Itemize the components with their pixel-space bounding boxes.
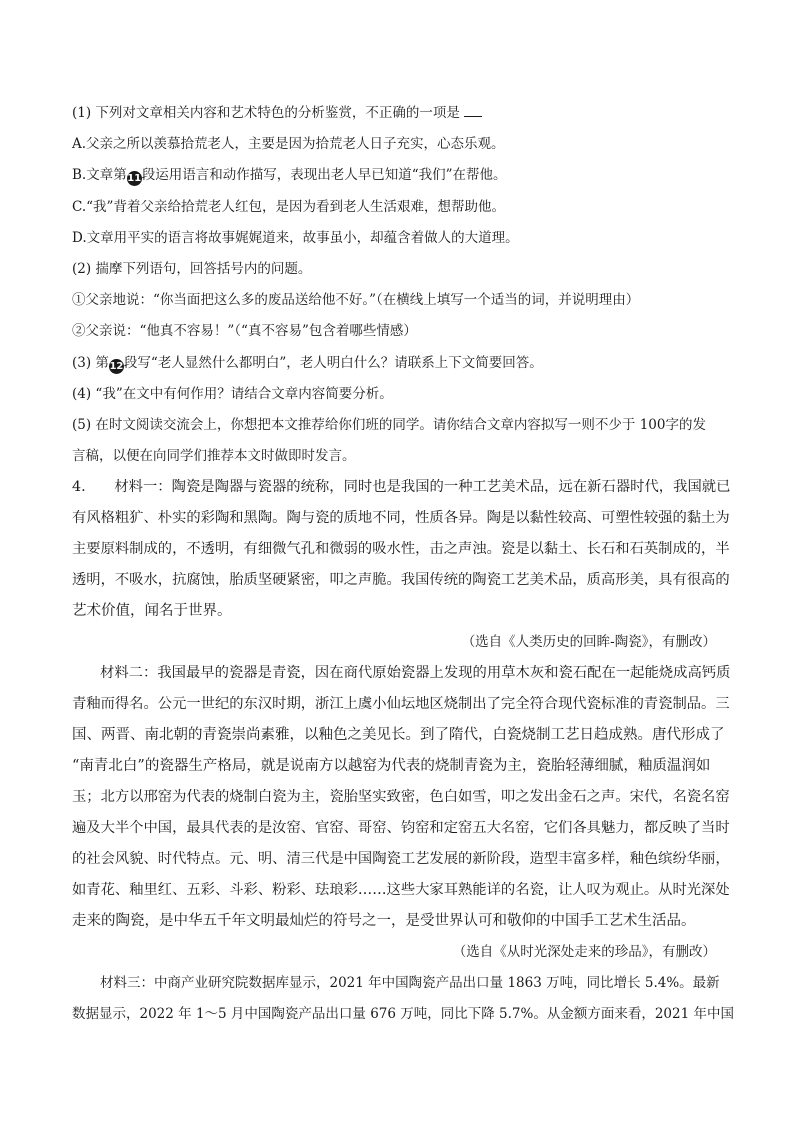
material2-line-5: 玉；北方以邢窑为代表的烧制白瓷为主，瓷胎坚实致密，色白如雪，叩之发出金石之声。宋代，名瓷名窑 [72, 789, 730, 805]
q1-option-d: D.文章用平实的语言将故事娓娓道来，故事虽小，却蕴含着做人的大道理。 [72, 230, 519, 246]
q1-stem [72, 103, 482, 123]
material2-line-4: “南青北白”的瓷器生产格局，就是说南方以越窑为代表的烧制青瓷为主，瓷胎轻薄细腻，釉质温润如 [72, 758, 711, 774]
material2-line-6: 遍及大半个中国，最具代表的是汝窑、官窑、哥窑、钧窑和定窑五大名窑，它们各具魅力，都反映了当时 [72, 820, 730, 836]
q5-line-2: 言稿，以便在向同学们推荐本文时做即时发言。 [72, 448, 356, 464]
q2-item-1: ①父亲地说：“你当面把这么多的废品送给他不好。”（在横线上填写一个适当的词，并说明理由） [72, 292, 640, 308]
material2-line-1: 材料二：我国最早的瓷器是青瓷，因在商代原始瓷器上发现的用草木灰和瓷石配在一起能烧成高钙质 [100, 665, 731, 681]
paragraph-number-badge: 11 [127, 173, 142, 184]
q1-stem-text: (1) 下列对文章相关内容和艺术特色的分析鉴赏，不正确的一项是 [72, 105, 460, 121]
q1-b-pre: B.文章第 [72, 167, 127, 183]
q2-item-2: ②父亲说：“他真不容易！”（“真不容易”包含着哪些情感） [72, 323, 417, 339]
material1-source: （选自《人类历史的回眸-陶瓷》，有删改） [461, 634, 716, 650]
material1-line-1: 4. 材料一：陶瓷是陶器与瓷器的统称，同时也是我国的一种工艺美术品，远在新石器时代，我国就已 [72, 479, 731, 495]
q3-stem [72, 353, 543, 374]
material2-line-3: 国、两晋、南北朝的青瓷崇尚素雅，以釉色之美见长。到了隋代，白瓷烧制工艺日趋成熟。唐代形成了 [72, 727, 725, 743]
q1-b-post: 段运用语言和动作描写，表现出老人早已知道“我们”在帮他。 [141, 167, 507, 183]
q3-pre: (3) 第 [72, 355, 109, 371]
material2-line-8: 如青花、釉里红、五彩、斗彩、粉彩、珐琅彩……这些大家耳熟能详的名瓷，让人叹为观止。从时光深处 [72, 882, 730, 898]
q4-stem: (4) “我”在文中有何作用？请结合文章内容简要分析。 [72, 386, 393, 402]
q2-stem: (2) 揣摩下列语句，回答括号内的问题。 [72, 261, 312, 277]
material2-line-2: 青釉而得名。公元一世纪的东汉时期，浙江上虞小仙坛地区烧制出了完全符合现代瓷标准的青瓷制品。三 [72, 696, 730, 712]
material1-line-5: 艺术价值，闻名于世界。 [72, 603, 232, 619]
material3-line-1: 材料三：中商产业研究院数据库显示，2021 年中国陶瓷产品出口量 1863 万吨，同比增长 5.4%。最新 [100, 975, 720, 991]
material1-line-4: 透明，不吸水，抗腐蚀，胎质坚硬紧密，叩之声脆。我国传统的陶瓷工艺美术品，质高形美，具有很高的 [72, 572, 730, 588]
q1-option-c: C.“我”背着父亲给拾荒老人红包，是因为看到老人生活艰难，想帮助他。 [72, 199, 505, 215]
q5-line-1: (5) 在时文阅读交流会上，你想把本文推荐给你们班的同学。请你结合文章内容拟写一则不少于 100字的发 [72, 417, 706, 433]
q3-post: 段写“老人显然什么都明白”，老人明白什么？请联系上下文简要回答。 [123, 355, 543, 371]
material2-line-9: 走来的陶瓷，是中华五千年文明最灿烂的符号之一，是受世界认可和敬仰的中国手工艺术生活品。 [72, 913, 696, 929]
answer-blank[interactable] [464, 104, 482, 117]
material2-line-7: 的社会风貌、时代特点。元、明、清三代是中国陶瓷工艺发展的新阶段，造型丰富多样，釉色缤纷华丽， [72, 851, 730, 867]
q1-option-a: A.父亲之所以羡慕拾荒老人，主要是因为拾荒老人日子充实，心态乐观。 [72, 136, 505, 152]
material1-line-3: 主要原料制成的，不透明，有细微气孔和微弱的吸水性，击之声浊。瓷是以黏土、长石和石英制成的，半 [72, 541, 730, 557]
material1-line-2: 有风格粗犷、朴实的彩陶和黑陶。陶与瓷的质地不同，性质各异。陶是以黏性较高、可塑性较强的黏土为 [72, 510, 730, 526]
material2-source: （选自《从时光深处走来的珍品》，有删改） [452, 944, 716, 960]
material3-line-2: 数据显示，2022 年 1～5 月中国陶瓷产品出口量 676 万吨，同比下降 5.7%。从金额方面来看，2021 年中国 [72, 1006, 734, 1022]
paragraph-number-badge: 12 [109, 361, 124, 372]
q1-option-b [72, 165, 507, 186]
